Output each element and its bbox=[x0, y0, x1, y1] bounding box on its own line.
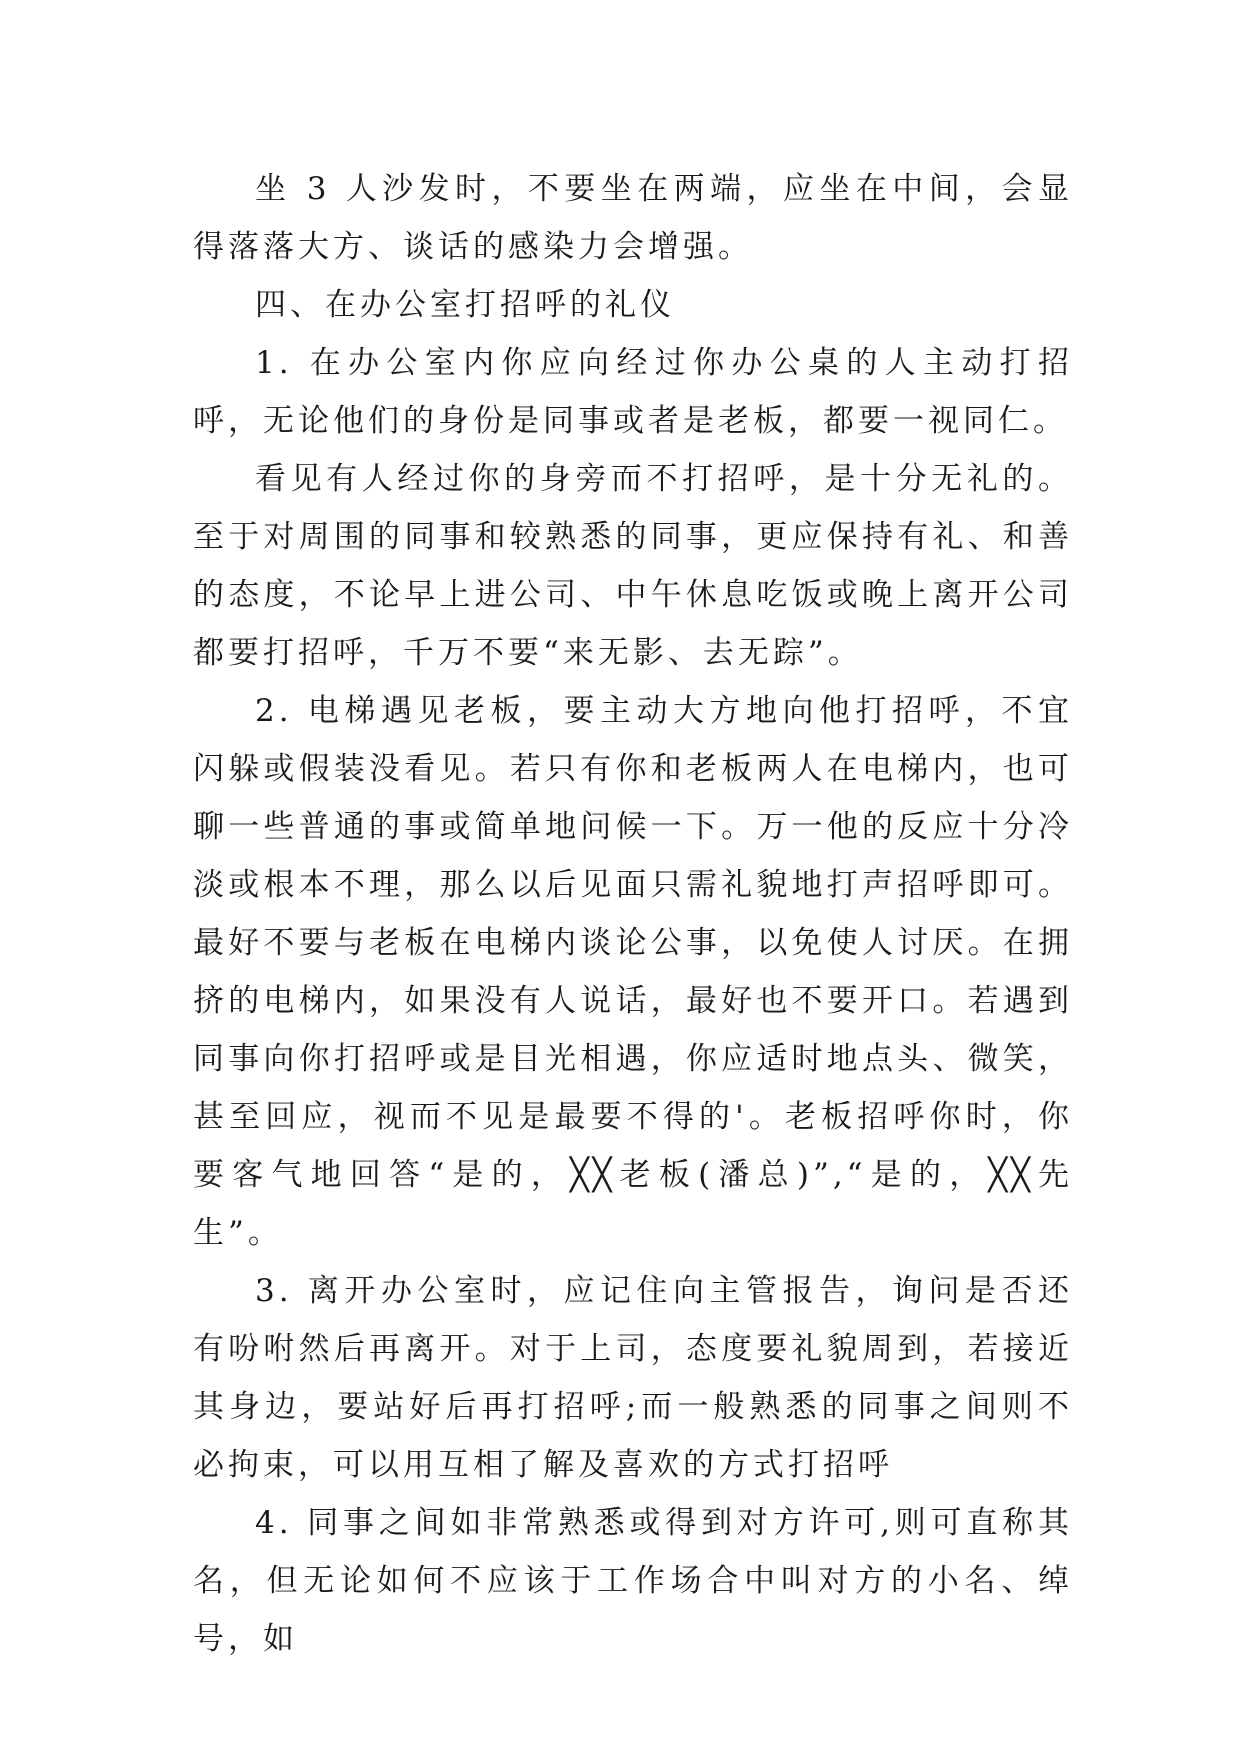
paragraph-item-3: 3. 离开办公室时，应记住向主管报告，询问是否还有吩咐然后再离开。对于上司，态度要礼貌周到，若接近其身边，要站好后再打招呼;而一般熟悉的同事之间则不必拘束，可以用互相了解及喜欢的方式打招呼 bbox=[193, 1273, 1073, 1483]
document-body bbox=[193, 160, 1073, 1668]
paragraph-item-2: 2. 电梯遇见老板，要主动大方地向他打招呼，不宜闪躲或假装没看见。若只有你和老板两人在电梯内，也可聊一些普通的事或简单地问候一下。万一他的反应十分冷淡或根本不理，那么以后见面只需礼貌地打声招呼即可。最好不要与老板在电梯内谈论公事，以免使人讨厌。在拥挤的电梯内，如果没有人说话，最好也不要开口。若遇到同事向你打招呼或是目光相遇，你应适时地点头、微笑，甚至回应，视而不见是最要不得的'。老板招呼你时，你要客气地回答“是的，╳╳老板(潘总)”,“是的，╳╳先生”。 bbox=[193, 693, 1073, 1251]
paragraph-greeting: 看见有人经过你的身旁而不打招呼，是十分无礼的。至于对周围的同事和较熟悉的同事，更应保持有礼、和善的态度，不论早上进公司、中午休息吃饭或晚上离开公司都要打招呼，千万不要“来无影、去无踪”。 bbox=[193, 461, 1073, 671]
paragraph-item-1: 1. 在办公室内你应向经过你办公桌的人主动打招呼，无论他们的身份是同事或者是老板，都要一视同仁。 bbox=[193, 345, 1073, 439]
section-heading: 四、在办公室打招呼的礼仪 bbox=[255, 287, 675, 323]
paragraph-item-4: 4. 同事之间如非常熟悉或得到对方许可,则可直称其名，但无论如何不应该于工作场合中叫对方的小名、绰号，如 bbox=[193, 1505, 1073, 1657]
paragraph-sofa: 坐 3 人沙发时，不要坐在两端，应坐在中间，会显得落落大方、谈话的感染力会增强。 bbox=[193, 171, 1073, 265]
